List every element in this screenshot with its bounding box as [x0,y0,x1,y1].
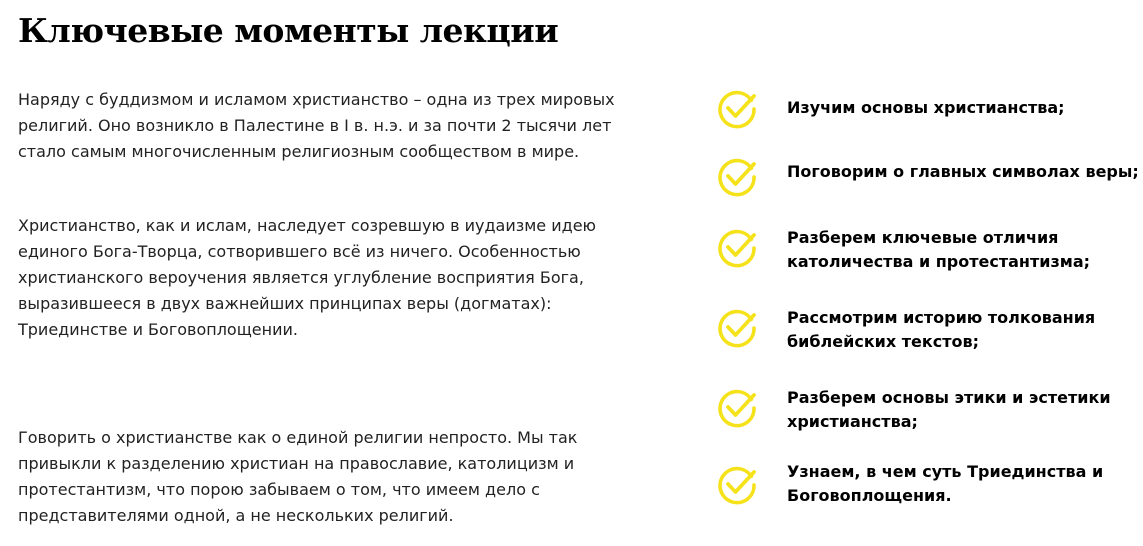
key-point-line: Рассмотрим историю толкования [787,308,1096,327]
check-circle-icon [715,306,759,350]
paragraph-line: привыкли к разделению христиан на православие, католицизм и [18,454,575,473]
paragraph-line: протестантизм, что порою забываем о том, что имеем дело с [18,480,540,499]
section-title: Ключевые моменты лекции [18,11,559,50]
paragraph-line: Христианство, как и ислам, наследует созревшую в иудаизме идею [18,216,597,235]
key-point-text [787,386,1111,434]
paragraph-line: христианского вероучения является углубление восприятия Бога, [18,268,584,287]
key-point-line: Разберем основы этики и эстетики [787,388,1111,407]
doctrine-paragraph [18,213,658,343]
check-circle-icon [715,155,759,199]
key-point-line: библейских текстов; [787,332,980,351]
paragraph-line: выразившееся в двух важнейших принципах веры (догматах): [18,294,552,313]
paragraph-line: представителями одной, а не нескольких религий. [18,506,454,525]
paragraph-line: единого Бога-Творца, сотворившего всё из ничего. Особенностью [18,242,581,261]
key-point-line: христианства; [787,412,918,431]
key-point-line: Узнаем, в чем суть Триединства и [787,462,1104,481]
key-point-line: католичества и протестантизма; [787,252,1091,271]
key-point-line: Разберем ключевые отличия [787,228,1059,247]
check-circle-icon [715,463,759,507]
check-circle-icon [715,386,759,430]
key-point-item [715,87,1135,143]
key-point-item [715,226,1135,282]
check-circle-icon [715,226,759,270]
key-point-item [715,386,1135,442]
paragraph-line: Наряду с буддизмом и исламом христианство – одна из трех мировых [18,90,615,109]
unity-paragraph [18,425,658,529]
paragraph-line: религий. Оно возникло в Палестине в I в. н.э. и за почти 2 тысячи лет [18,116,612,135]
key-point-line: Поговорим о главных символах веры; [787,162,1139,181]
key-point-text [787,226,1090,274]
paragraph-line: стало самым многочисленным религиозным сообществом в мире. [18,142,580,161]
key-point-item [715,306,1135,362]
paragraph-line: Говорить о христианстве как о единой религии непросто. Мы так [18,428,578,447]
key-point-text [787,306,1095,354]
intro-paragraph [18,87,658,165]
check-circle-icon [715,87,759,131]
key-point-line: Боговоплощения. [787,486,952,505]
key-point-item [715,463,1135,519]
key-point-item [715,155,1139,211]
paragraph-line: Триединстве и Боговоплощении. [18,320,298,339]
key-point-text [787,160,1139,184]
key-point-line: Изучим основы христианства; [787,98,1065,117]
key-point-text [787,96,1065,120]
key-point-text [787,460,1103,508]
